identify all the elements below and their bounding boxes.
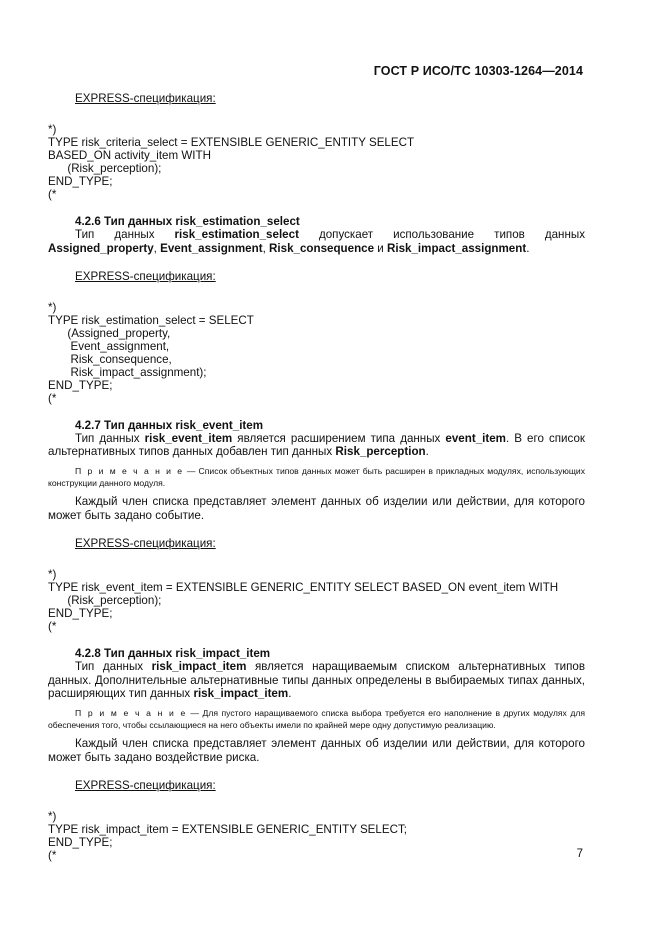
express-spec-label: EXPRESS-спецификация: <box>75 92 216 105</box>
code-line: *) <box>48 567 57 581</box>
express-spec-label: EXPRESS-спецификация: <box>75 536 216 550</box>
code-line: (Assigned_property, <box>48 326 171 340</box>
code-line: (* <box>48 848 57 862</box>
code-line: (Risk_perception); <box>48 593 162 607</box>
section-heading-4-2-7: 4.2.7 Тип данных risk_event_item <box>75 418 264 432</box>
note: П р и м е ч а н и е — Для пустого наращиваемого списка выбора требуется его наполнение в других модулях для обеспечения того, чтобы ссылающиеся на него объекты имели по крайней мере одну допустимую реализацию. <box>48 708 585 731</box>
paragraph: Тип данных risk_event_item является расширением типа данных event_item. В его список альтернативных типов данных добавлен тип данных Risk_perception. <box>48 431 585 459</box>
code-line: *) <box>48 123 57 136</box>
code-line: END_TYPE; <box>48 835 113 849</box>
code-line: TYPE risk_event_item = EXTENSIBLE GENERIC_ENTITY SELECT BASED_ON event_item WITH <box>48 580 559 594</box>
paragraph: Каждый член списка представляет элемент данных об изделии или действии, для которого может быть задано событие. <box>48 495 585 522</box>
express-spec-label: EXPRESS-спецификация: <box>75 269 216 283</box>
paragraph: Тип данных risk_estimation_select допускает использование типов данных Assigned_property, Event_assignment, Risk_consequence и Risk_impact_assignment. <box>48 228 585 255</box>
code-line: *) <box>48 809 57 823</box>
note: П р и м е ч а н и е — Список объектных типов данных может быть расширен в прикладных модулях, использующих конструкции данного модуля. <box>48 466 585 489</box>
code-line: (* <box>48 188 57 201</box>
express-spec-label: EXPRESS-спецификация: <box>75 778 216 792</box>
code-line: (* <box>48 391 57 405</box>
paragraph: Тип данных risk_impact_item является наращиваемым списком альтернативных типов данных. Дополнительные альтернативные типы данных определены в выбираемых типах данных, расширяющих тип данных risk_impact_item. <box>48 659 586 701</box>
code-line: (* <box>48 619 57 633</box>
code-line: TYPE risk_impact_item = EXTENSIBLE GENERIC_ENTITY SELECT; <box>48 822 407 836</box>
code-line: *) <box>48 300 57 314</box>
code-line: END_TYPE; <box>48 606 113 620</box>
code-line: Event_assignment, <box>48 339 170 353</box>
page-number: 7 <box>576 848 583 860</box>
code-block-risk-estimation-select <box>48 301 585 405</box>
code-line: END_TYPE; <box>48 378 113 392</box>
paragraph: Каждый член списка представляет элемент данных об изделии или действии, для которого может быть задано воздействие риска. <box>48 737 585 764</box>
code-block-risk-criteria-select <box>48 123 585 201</box>
code-line: (Risk_perception); <box>48 162 162 175</box>
code-block-risk-event-item <box>48 568 585 633</box>
code-line: TYPE risk_estimation_select = SELECT <box>48 313 254 327</box>
document-header: ГОСТ Р ИСО/ТС 10303-1264—2014 <box>373 64 583 78</box>
code-line: END_TYPE; <box>48 175 113 188</box>
code-line: Risk_consequence, <box>48 352 172 366</box>
code-line: Risk_impact_assignment); <box>48 365 207 379</box>
code-line: TYPE risk_criteria_select = EXTENSIBLE GENERIC_ENTITY SELECT <box>48 136 415 149</box>
document-body <box>48 92 585 862</box>
code-block-risk-impact-item <box>48 810 585 862</box>
section-heading-4-2-6: 4.2.6 Тип данных risk_estimation_select <box>75 215 300 228</box>
code-line: BASED_ON activity_item WITH <box>48 149 211 162</box>
section-heading-4-2-8: 4.2.8 Тип данных risk_impact_item <box>75 646 271 660</box>
